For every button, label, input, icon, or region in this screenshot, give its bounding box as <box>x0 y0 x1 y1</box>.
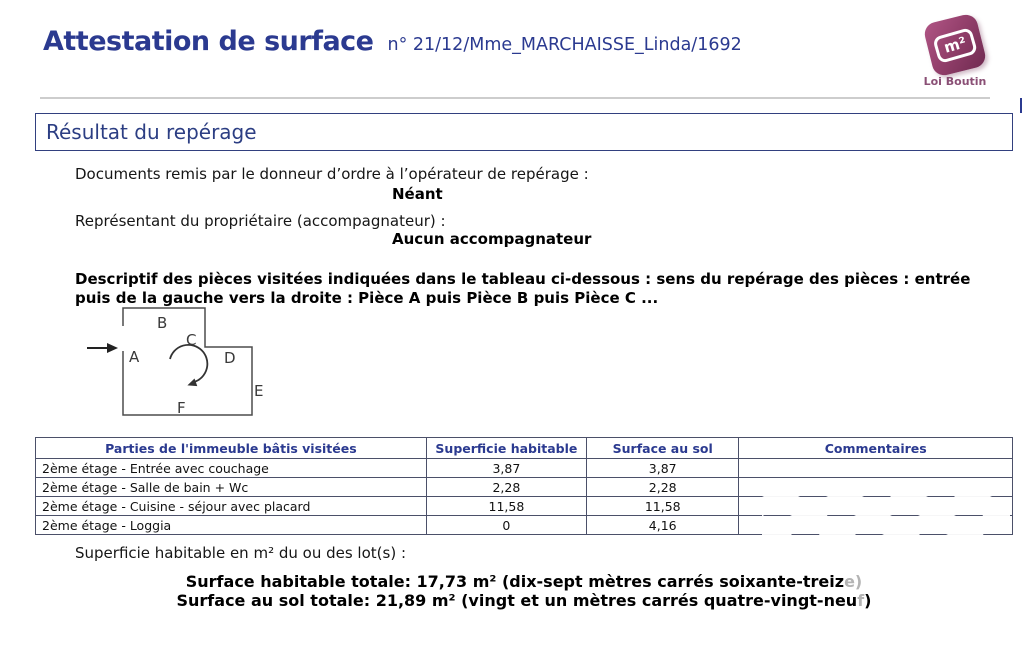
room-sol: 2,28 <box>587 478 739 497</box>
representative-label: Représentant du propriétaire (accompagnateur) : <box>75 212 446 230</box>
document-number: n° 21/12/Mme_MARCHAISSE_Linda/1692 <box>387 35 742 55</box>
representative-value: Aucun accompagnateur <box>392 230 592 248</box>
documents-value: Néant <box>392 185 443 203</box>
m2-badge-icon <box>922 12 987 77</box>
col-header-commentaires: Commentaires <box>739 438 1013 459</box>
entrance-arrow-head <box>107 343 118 353</box>
table-row <box>36 516 1013 535</box>
section-title: Résultat du repérage <box>46 120 257 144</box>
m2-badge-label: m² <box>932 26 978 63</box>
col-header-parties: Parties de l'immeuble bâtis visitées <box>36 438 427 459</box>
room-sol: 11,58 <box>587 497 739 516</box>
room-comment <box>739 516 1013 535</box>
room-name: 2ème étage - Salle de bain + Wc <box>36 478 427 497</box>
room-label-c: C <box>186 331 197 349</box>
floorplan-diagram <box>85 306 275 424</box>
room-name: 2ème étage - Cuisine - séjour avec placard <box>36 497 427 516</box>
document-header <box>43 26 742 57</box>
room-habitable: 2,28 <box>426 478 586 497</box>
room-habitable: 3,87 <box>426 459 586 478</box>
rotation-arrow-head <box>187 379 197 387</box>
total-sol-faded: f <box>857 591 865 610</box>
table-header-row <box>36 438 1013 459</box>
total-sol-tail: ) <box>864 591 872 610</box>
logo-caption: Loi Boutin <box>923 75 987 88</box>
descriptif-text: Descriptif des pièces visitées indiquées dans le tableau ci-dessous : sens du repérage des pièces : entrée puis de la gauche vers la droite : Pièce A puis Pièce B puis Pièce C ... <box>75 270 971 307</box>
total-sol-main: Surface au sol totale: 21,89 m² (vingt et un mètres carrés quatre-vingt-neu <box>176 591 858 610</box>
room-label-b: B <box>157 314 168 332</box>
loi-boutin-logo <box>916 12 994 88</box>
room-name: 2ème étage - Entrée avec couchage <box>36 459 427 478</box>
page-title: Attestation de surface <box>43 26 374 57</box>
table-row <box>36 459 1013 478</box>
room-sol: 3,87 <box>587 459 739 478</box>
room-comment <box>739 459 1013 478</box>
room-comment <box>739 497 1013 516</box>
room-sol: 4,16 <box>587 516 739 535</box>
totals-intro: Superficie habitable en m² du ou des lot(s) : <box>75 544 406 562</box>
separator-line <box>40 97 990 99</box>
col-header-superficie: Superficie habitable <box>426 438 586 459</box>
total-habitable-line <box>35 572 1013 591</box>
table-row <box>36 478 1013 497</box>
total-habitable-main: Surface habitable totale: 17,73 m² (dix-sept mètres carrés soixante-treiz <box>185 572 845 591</box>
col-header-surface-sol: Surface au sol <box>587 438 739 459</box>
room-label-d: D <box>224 349 236 367</box>
room-name: 2ème étage - Loggia <box>36 516 427 535</box>
section-header-box <box>35 113 1013 151</box>
room-label-f: F <box>177 399 186 417</box>
room-habitable: 0 <box>426 516 586 535</box>
total-sol-line <box>35 591 1013 610</box>
rotation-arrow-arc <box>170 345 207 382</box>
room-label-e: E <box>254 382 264 400</box>
total-habitable-faded: e) <box>844 572 863 591</box>
documents-label: Documents remis par le donneur d’ordre à l’opérateur de repérage : <box>75 165 589 183</box>
room-habitable: 11,58 <box>426 497 586 516</box>
room-label-a: A <box>129 348 140 366</box>
right-edge-mark <box>1020 98 1022 113</box>
room-comment <box>739 478 1013 497</box>
rooms-table <box>35 437 1013 535</box>
table-row <box>36 497 1013 516</box>
